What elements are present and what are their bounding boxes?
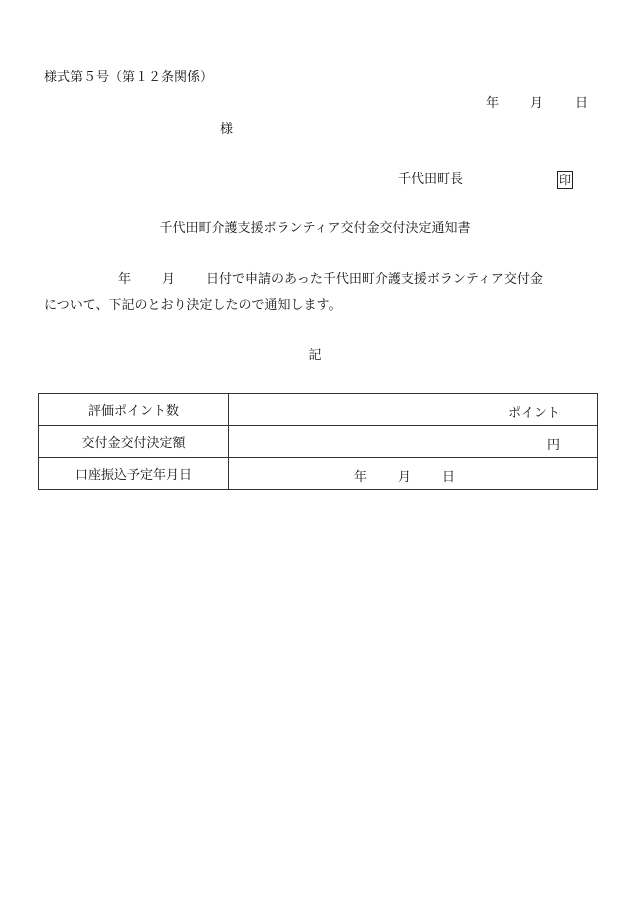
issue-date-year: 年 <box>486 96 500 111</box>
amount-unit: 円 <box>546 438 560 453</box>
body-line-2: について、下記のとおり決定したので通知します。 <box>44 298 342 313</box>
body-year: 年 <box>118 272 132 287</box>
details-table <box>38 393 598 490</box>
row-label-amount: 交付金交付決定額 <box>39 426 229 458</box>
row-value-transfer-date <box>229 458 598 490</box>
recipient-suffix: 様 <box>220 122 234 137</box>
issue-date-day: 日 <box>575 96 589 111</box>
issuer-name: 千代田町長 <box>398 172 464 187</box>
table-row <box>39 394 598 426</box>
issue-date-month: 月 <box>530 96 544 111</box>
transfer-month: 月 <box>398 470 412 485</box>
form-number: 様式第５号（第１２条関係） <box>44 70 214 85</box>
table-row <box>39 458 598 490</box>
row-label-points: 評価ポイント数 <box>39 394 229 426</box>
points-unit: ポイント <box>507 406 560 421</box>
table-row <box>39 426 598 458</box>
transfer-year: 年 <box>354 470 368 485</box>
row-value-amount <box>229 426 598 458</box>
row-value-points <box>229 394 598 426</box>
document-title: 千代田町介護支援ボランティア交付金交付決定通知書 <box>159 221 471 236</box>
seal-mark: 印 <box>559 173 572 187</box>
body-month: 月 <box>162 272 176 287</box>
ki-heading: 記 <box>308 348 322 363</box>
transfer-day: 日 <box>442 470 456 485</box>
body-text-line-1: 日付で申請のあった千代田町介護支援ボランティア交付金 <box>206 272 543 287</box>
row-label-transfer-date: 口座振込予定年月日 <box>39 458 229 490</box>
